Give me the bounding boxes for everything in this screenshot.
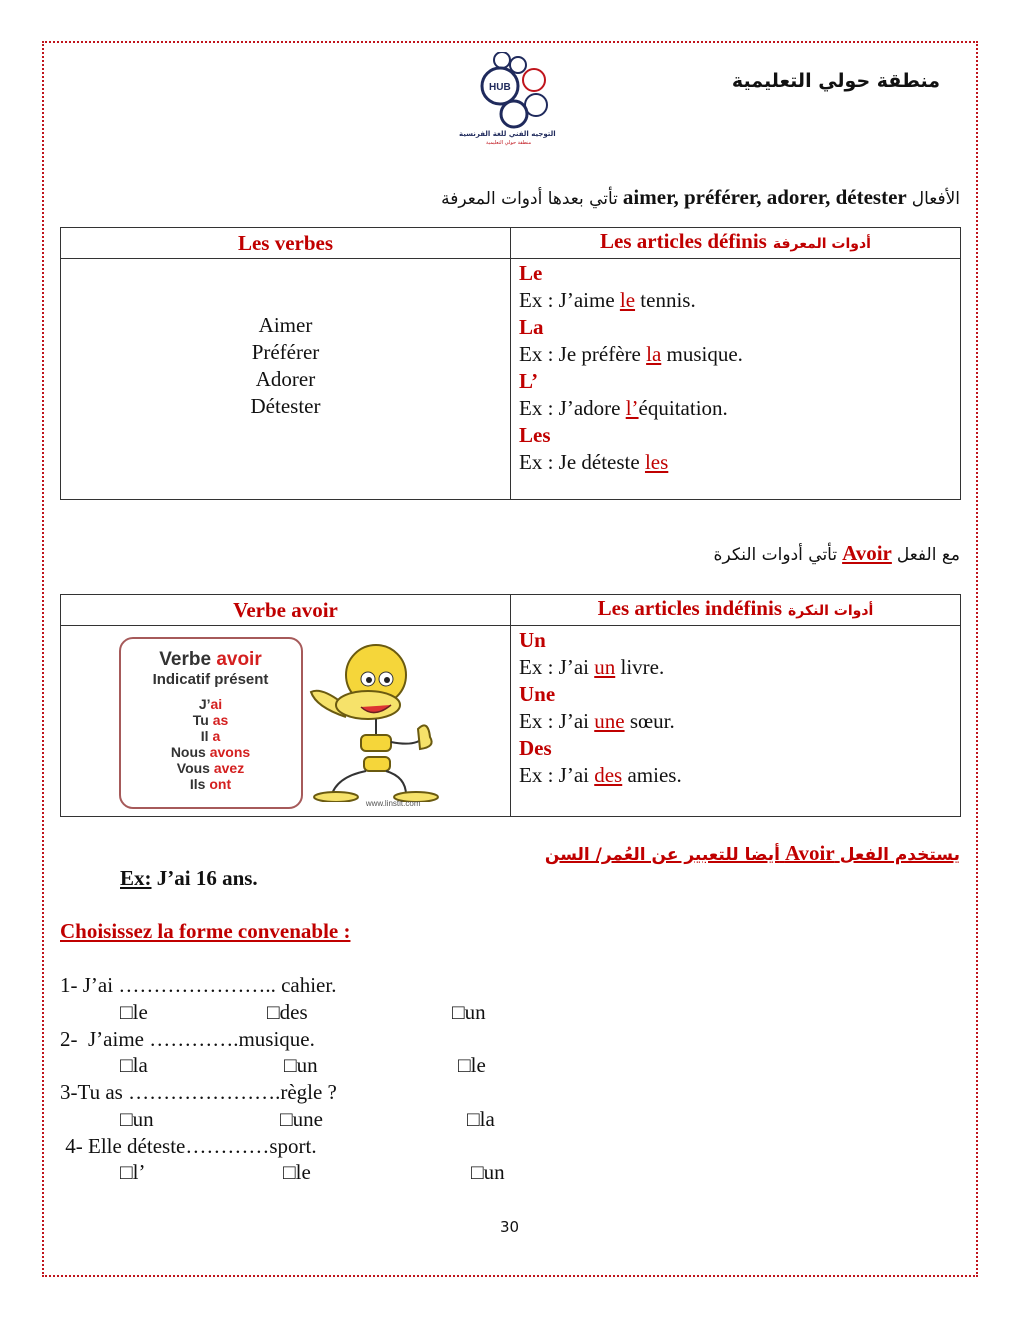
article-example: Ex : Je déteste les	[519, 450, 669, 474]
verb: Préférer	[251, 340, 320, 364]
article-label: Une	[519, 682, 556, 706]
indefinite-articles-table	[60, 594, 961, 817]
question-1: 1- J’ai ………………….. cahier.	[60, 973, 337, 997]
option-checkbox[interactable]: □un	[284, 1053, 318, 1077]
conjugation-card: Verbe avoir Indicatif présent J’ai Tu as Il a Nous avons Vous avez Ils ont	[119, 637, 303, 809]
svg-text:منطقة حولي التعليمية: منطقة حولي التعليمية	[486, 140, 532, 146]
definite-articles-table	[60, 227, 961, 500]
option-checkbox[interactable]: □un	[120, 1107, 154, 1131]
verb: Adorer	[255, 367, 316, 391]
article-example: Ex : J’adore l’équitation.	[519, 396, 728, 420]
article-label: La	[519, 315, 544, 339]
section2-intro: مع الفعل Avoir تأتي أدوات النكرة	[713, 541, 960, 565]
image-credit: www.linstit.com	[365, 799, 421, 808]
option-checkbox[interactable]: □l’	[120, 1160, 146, 1184]
article-label: L’	[519, 369, 539, 393]
option-checkbox[interactable]: □le	[283, 1160, 311, 1184]
svg-text:التوجيه الفني للغة الفرنسية: التوجيه الفني للغة الفرنسية	[459, 130, 556, 138]
indefinite-articles-list	[511, 626, 961, 817]
option-checkbox[interactable]: □la	[120, 1053, 148, 1077]
article-example: Ex : J’ai un livre.	[519, 655, 665, 679]
page-number: 30	[500, 1218, 520, 1236]
exercise-instruction: Choisissez la forme convenable :	[60, 919, 351, 943]
option-checkbox[interactable]: □une	[280, 1107, 324, 1131]
header-verbs: Les verbes	[61, 228, 511, 259]
option-checkbox[interactable]: □la	[467, 1107, 495, 1131]
definite-articles-list	[511, 259, 961, 500]
option-checkbox[interactable]: □un	[452, 1000, 486, 1024]
svg-text:HUB: HUB	[489, 82, 511, 93]
option-checkbox[interactable]: □des	[267, 1000, 308, 1024]
header-verbe-avoir: Verbe avoir	[61, 595, 511, 626]
option-checkbox[interactable]: □le	[120, 1000, 148, 1024]
cartoon-character-icon	[306, 637, 456, 802]
article-example: Ex : J’ai une sœur.	[519, 709, 675, 733]
article-label: Un	[519, 628, 546, 652]
header-definite-articles: Les articles définis أدوات المعرفة	[511, 228, 961, 259]
option-checkbox[interactable]: □un	[471, 1160, 505, 1184]
logo	[456, 52, 566, 152]
article-example: Ex : J’aime le tennis.	[519, 288, 696, 312]
article-label: Les	[519, 423, 551, 447]
question-4: 4- Elle déteste…………sport.	[60, 1134, 317, 1158]
avoir-illustration	[111, 631, 461, 811]
avoir-illustration-cell	[61, 626, 511, 817]
logo-circles-icon	[456, 52, 566, 152]
article-example: Ex : Je préfère la musique.	[519, 342, 743, 366]
article-example: Ex : J’ai des amies.	[519, 763, 682, 787]
article-label: Le	[519, 261, 543, 285]
section1-intro: الأفعال aimer, préférer, adorer, détester تأتي بعدها أدوات المعرفة	[441, 185, 960, 209]
article-label: Des	[519, 736, 552, 760]
verb: Détester	[250, 394, 321, 418]
verbs-list	[61, 259, 511, 500]
header-indefinite-articles: Les articles indéfinis أدوات النكرة	[511, 595, 961, 626]
header-title: منطقة حولي التعليمية	[731, 70, 940, 92]
question-2: 2- J’aime ………….musique.	[60, 1027, 315, 1051]
option-checkbox[interactable]: □le	[458, 1053, 486, 1077]
age-note: يستخدم الفعل Avoir أيضا للتعبير عن العُمر/ السن	[544, 841, 960, 865]
age-example: Ex: J’ai 16 ans.	[120, 866, 258, 890]
verb: Aimer	[258, 313, 313, 337]
question-3: 3-Tu as ………………….règle ?	[60, 1080, 337, 1104]
